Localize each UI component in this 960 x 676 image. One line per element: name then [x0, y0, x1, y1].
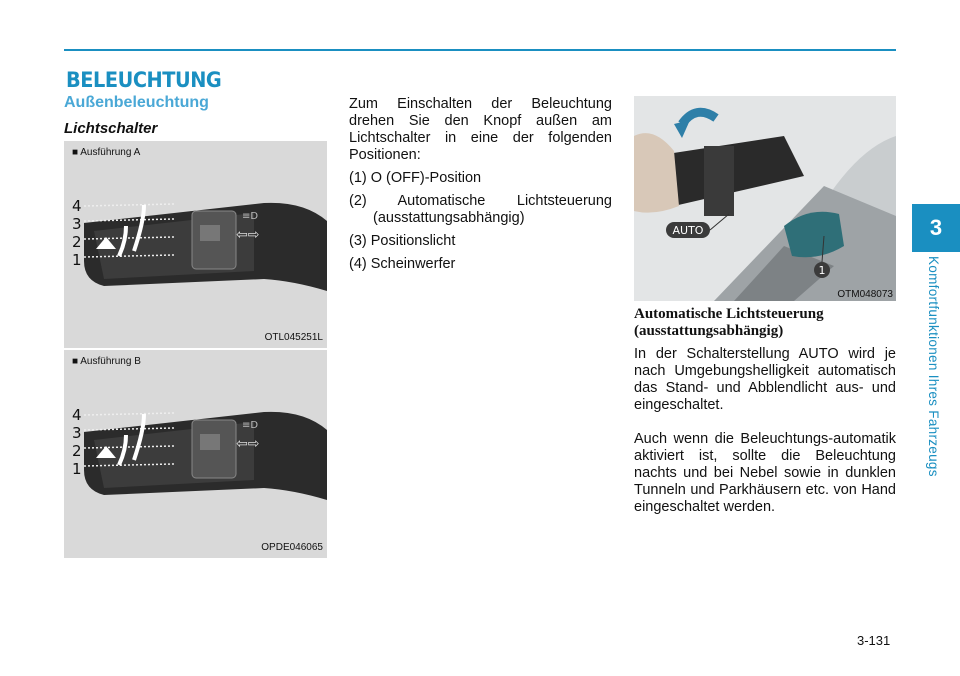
intro-text-block	[349, 96, 612, 279]
position-4: 4	[72, 197, 82, 215]
header-rule	[64, 49, 896, 51]
auto-label: AUTO	[672, 224, 704, 237]
svg-text:⇦⇨: ⇦⇨	[236, 436, 260, 452]
section-title: BELEUCHTUNG	[66, 68, 222, 92]
auto-switch-photo	[634, 96, 896, 301]
page-number: 3-131	[857, 633, 891, 648]
auto-text-block	[634, 306, 896, 516]
light-switch-illustration	[64, 350, 327, 558]
figure-variant-a	[64, 141, 327, 348]
photo-code: OTM048073	[837, 289, 893, 300]
sub-subtitle: Lichtschalter	[64, 120, 158, 137]
position-3: 3	[72, 424, 82, 442]
figure-code: OPDE046065	[261, 542, 323, 553]
list-item: (3) Positionslicht	[349, 233, 456, 249]
subtitle: Außenbeleuchtung	[64, 94, 209, 111]
position-1: 1	[72, 460, 82, 478]
callout-number: 1	[818, 264, 826, 277]
auto-paragraph-2: Auch wenn die Beleuchtungs-automatik aktiviert ist, sollte die Beleuchtung nachts und bei Nebel sowie in dunklen Tunneln und Parkhäusern etc. von Hand eingeschaltet werden.	[634, 431, 896, 515]
svg-text:⇦⇨: ⇦⇨	[236, 227, 260, 243]
position-1: 1	[72, 251, 82, 269]
figure-label: ■ Ausführung B	[72, 356, 141, 367]
photo-illustration	[634, 96, 896, 301]
light-switch-illustration	[64, 141, 327, 348]
chapter-title: Komfortfunktionen Ihres Fahrzeugs	[926, 256, 941, 477]
auto-heading: Automatische Lichtsteuerung (ausstattungsabhängig)	[634, 306, 824, 339]
figure-code: OTL045251L	[264, 332, 323, 343]
intro-paragraph: Zum Einschalten der Beleuchtung drehen Sie den Knopf außen am Lichtschalter in eine der folgenden Positionen:	[349, 96, 612, 163]
figure-label: ■ Ausführung A	[72, 147, 141, 158]
figure-variant-b	[64, 350, 327, 558]
list-item: (4) Scheinwerfer	[349, 256, 456, 272]
position-2: 2	[72, 442, 82, 460]
position-2: 2	[72, 233, 82, 251]
list-item: (2) Automatische Lichtsteuerung (ausstattungsabhängig)	[349, 193, 612, 226]
position-3: 3	[72, 215, 82, 233]
auto-paragraph-1: In der Schalterstellung AUTO wird je nach Umgebungshelligkeit automatisch das Stand- und Abblendlicht aus- und eingeschaltet.	[634, 346, 896, 413]
list-item: (1) O (OFF)-Position	[349, 170, 482, 186]
chapter-tab: 3	[912, 204, 960, 252]
position-4: 4	[72, 406, 82, 424]
svg-text:≡D: ≡D	[242, 211, 259, 222]
svg-text:≡D: ≡D	[242, 420, 259, 431]
